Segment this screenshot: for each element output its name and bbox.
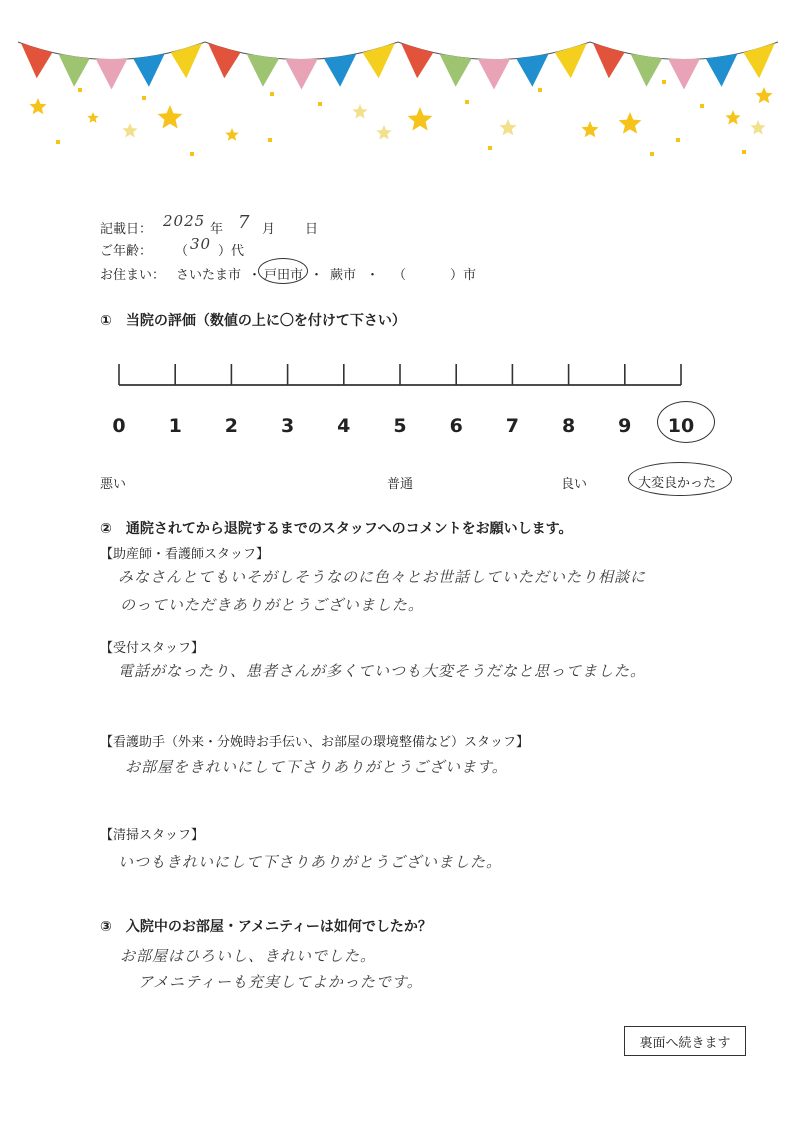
age-open: （ xyxy=(175,244,189,259)
section1-title: ① 当院の評価（数値の上に〇を付けて下さい） xyxy=(100,313,406,329)
continue-on-back-label: 裏面へ続きます xyxy=(624,1026,746,1056)
residence-option-warabi: 蕨市 xyxy=(330,268,357,283)
residence-other-close: ）市 xyxy=(450,268,477,283)
flag-pennant xyxy=(516,54,548,87)
star-icon xyxy=(725,110,740,125)
residence-other-open: （ xyxy=(393,268,407,283)
rating-scale xyxy=(100,340,720,450)
staff-comment-line: のっていただきありがとうございました。 xyxy=(120,596,424,614)
rating-number-10: 10 xyxy=(667,415,695,437)
rating-label-great: 大変良かった xyxy=(638,476,717,491)
section3-title: ③ 入院中のお部屋・アメニティーは如何でしたか？ xyxy=(100,919,432,935)
date-label: 記載日： xyxy=(100,222,153,237)
room-comment-line: アメニティーも充実してよかったです。 xyxy=(138,973,423,991)
flag-pennant xyxy=(96,59,127,89)
rating-number-4: 4 xyxy=(337,415,351,437)
rating-number-7: 7 xyxy=(505,415,520,437)
date-year-value: 2025 xyxy=(163,212,206,230)
confetti-dot xyxy=(662,80,666,84)
flag-pennant xyxy=(478,59,510,89)
star-icon xyxy=(29,98,46,114)
residence-separator: ・ xyxy=(310,268,324,283)
staff-category-reception: 【受付スタッフ】 xyxy=(100,641,205,656)
rating-number-3: 3 xyxy=(280,415,295,437)
age-value: 30 xyxy=(190,235,212,253)
star-icon xyxy=(755,87,772,103)
rating-number-5: 5 xyxy=(393,415,407,437)
staff-category-nursing-assistant: 【看護助手（外来・分娩時お手伝い、お部屋の環境整備など）スタッフ】 xyxy=(100,735,530,750)
year-unit: 年 xyxy=(210,222,224,237)
star-icon xyxy=(499,119,516,135)
confetti-dot xyxy=(318,102,322,106)
star-icon xyxy=(750,120,765,135)
flag-pennant xyxy=(21,43,52,78)
confetti-dot xyxy=(676,138,680,142)
star-icon xyxy=(158,105,183,129)
flag-pennant xyxy=(439,54,471,87)
room-comment-line: お部屋はひろいし、きれいでした。 xyxy=(120,947,377,965)
staff-comment-line: いつもきれいにして下さりありがとうございました。 xyxy=(118,853,503,871)
rating-label-good: 良い xyxy=(561,477,588,492)
confetti-dot xyxy=(465,100,469,104)
rating-selected-circle xyxy=(657,401,715,443)
rating-number-1: 1 xyxy=(168,415,182,437)
staff-category-cleaning: 【清掃スタッフ】 xyxy=(100,828,205,843)
staff-comment-line: みなさんとてもいそがしそうなのに色々とお世話していただいたり相談に xyxy=(118,568,647,586)
date-month-value: 7 xyxy=(238,212,251,233)
flag-pennant xyxy=(171,43,202,78)
confetti-dot xyxy=(268,138,272,142)
star-decoration xyxy=(29,80,772,156)
residence-option-toda: 戸田市 xyxy=(264,268,304,283)
star-icon xyxy=(87,112,98,123)
star-icon xyxy=(408,107,433,131)
day-unit: 日 xyxy=(305,222,319,237)
flag-pennant xyxy=(555,43,587,78)
residence-label: お住まい： xyxy=(100,268,166,283)
flag-pennant xyxy=(743,43,775,78)
flag-pennant xyxy=(362,43,394,78)
rating-label-normal: 普通 xyxy=(387,477,414,492)
staff-comment-line: 電話がなったり、患者さんが多くていつも大変そうだなと思ってました。 xyxy=(118,662,647,680)
confetti-dot xyxy=(488,146,492,150)
confetti-dot xyxy=(742,150,746,154)
confetti-dot xyxy=(650,152,654,156)
star-icon xyxy=(581,121,598,137)
star-icon xyxy=(619,112,642,134)
star-icon xyxy=(225,128,238,141)
star-icon xyxy=(122,123,137,138)
residence-selected-circle xyxy=(258,258,308,284)
flag-pennant xyxy=(208,43,240,78)
flag-pennant xyxy=(631,54,663,87)
confetti-dot xyxy=(700,104,704,108)
rating-number-8: 8 xyxy=(561,415,576,437)
flag-pennant xyxy=(58,54,89,87)
flag-pennant xyxy=(401,43,433,78)
residence-option-saitama: さいたま市 xyxy=(176,268,242,283)
star-icon xyxy=(352,104,367,119)
rating-number-2: 2 xyxy=(224,415,239,437)
staff-category-midwife-nurse: 【助産師・看護師スタッフ】 xyxy=(100,547,270,562)
staff-comment-line: お部屋をきれいにして下さりありがとうございます。 xyxy=(125,758,508,776)
flag-pennant xyxy=(668,59,700,89)
rating-number-9: 9 xyxy=(618,415,632,437)
age-label: ご年齢： xyxy=(100,244,153,259)
rating-label-bad: 悪い xyxy=(100,477,127,492)
flag-pennant xyxy=(133,54,164,87)
residence-separator: ・ xyxy=(248,268,262,283)
confetti-dot xyxy=(538,88,542,92)
confetti-dot xyxy=(142,96,146,100)
month-unit: 月 xyxy=(262,222,276,237)
star-icon xyxy=(376,125,391,140)
confetti-dot xyxy=(56,140,60,144)
confetti-dot xyxy=(78,88,82,92)
confetti-dot xyxy=(270,92,274,96)
bunting-decoration xyxy=(0,0,800,170)
flag-pennant xyxy=(706,54,738,87)
flag-pennant xyxy=(324,54,356,87)
section2-title: ② 通院されてから退院するまでのスタッフへのコメントをお願いします。 xyxy=(100,521,573,537)
flag-pennant xyxy=(285,59,317,89)
flag-pennant xyxy=(593,43,625,78)
residence-separator: ・ xyxy=(366,268,380,283)
rating-number-0: 0 xyxy=(112,415,126,437)
flag-pennant xyxy=(247,54,279,87)
rating-number-6: 6 xyxy=(449,415,463,437)
age-close: ）代 xyxy=(218,244,245,259)
confetti-dot xyxy=(190,152,194,156)
